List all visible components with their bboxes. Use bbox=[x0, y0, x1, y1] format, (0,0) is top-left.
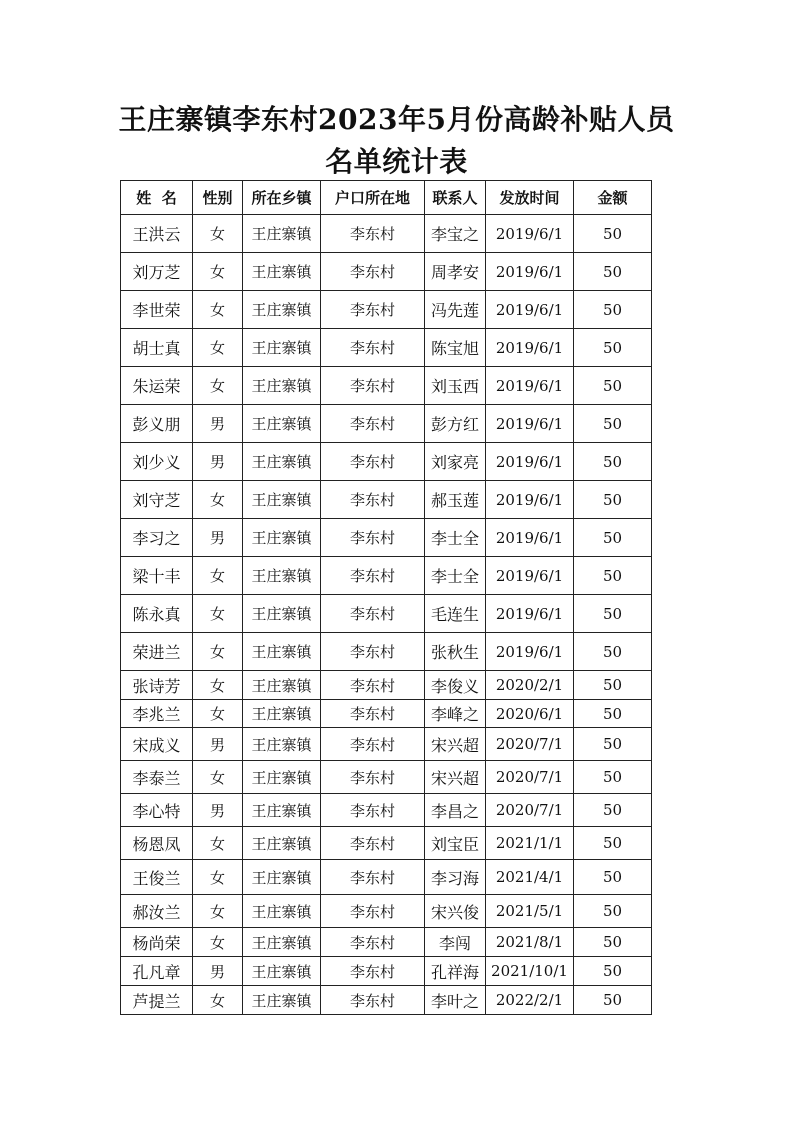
cell-gender: 女 bbox=[193, 827, 243, 860]
table-row bbox=[121, 481, 652, 519]
cell-contact: 周孝安 bbox=[425, 253, 486, 291]
cell-hukou: 李东村 bbox=[321, 827, 425, 860]
cell-hukou: 李东村 bbox=[321, 557, 425, 595]
cell-township: 王庄寨镇 bbox=[243, 405, 321, 443]
table-row bbox=[121, 957, 652, 986]
cell-gender: 女 bbox=[193, 928, 243, 957]
cell-gender: 女 bbox=[193, 633, 243, 671]
cell-amount: 50 bbox=[574, 443, 652, 481]
document-subtitle: 名单统计表 bbox=[325, 145, 468, 178]
header-hukou: 户口所在地 bbox=[321, 181, 425, 215]
table-row bbox=[121, 860, 652, 895]
cell-gender: 男 bbox=[193, 728, 243, 761]
cell-contact: 李昌之 bbox=[425, 794, 486, 827]
cell-hukou: 李东村 bbox=[321, 253, 425, 291]
cell-hukou: 李东村 bbox=[321, 957, 425, 986]
cell-date: 2019/6/1 bbox=[486, 253, 574, 291]
cell-contact: 宋兴超 bbox=[425, 761, 486, 794]
cell-gender: 女 bbox=[193, 986, 243, 1015]
cell-township: 王庄寨镇 bbox=[243, 671, 321, 700]
cell-date: 2019/6/1 bbox=[486, 291, 574, 329]
cell-date: 2020/2/1 bbox=[486, 671, 574, 700]
cell-hukou: 李东村 bbox=[321, 728, 425, 761]
table-row bbox=[121, 595, 652, 633]
cell-amount: 50 bbox=[574, 253, 652, 291]
cell-name: 彭义朋 bbox=[121, 405, 193, 443]
cell-gender: 女 bbox=[193, 761, 243, 794]
cell-contact: 刘宝臣 bbox=[425, 827, 486, 860]
cell-township: 王庄寨镇 bbox=[243, 728, 321, 761]
cell-gender: 女 bbox=[193, 481, 243, 519]
cell-township: 王庄寨镇 bbox=[243, 519, 321, 557]
table-row bbox=[121, 329, 652, 367]
header-contact: 联系人 bbox=[425, 181, 486, 215]
header-name: 姓 名 bbox=[121, 181, 193, 215]
cell-gender: 女 bbox=[193, 671, 243, 700]
table-row bbox=[121, 700, 652, 728]
cell-date: 2019/6/1 bbox=[486, 595, 574, 633]
table-row bbox=[121, 291, 652, 329]
cell-hukou: 李东村 bbox=[321, 329, 425, 367]
cell-hukou: 李东村 bbox=[321, 519, 425, 557]
table-row bbox=[121, 253, 652, 291]
cell-township: 王庄寨镇 bbox=[243, 557, 321, 595]
cell-township: 王庄寨镇 bbox=[243, 794, 321, 827]
cell-date: 2021/4/1 bbox=[486, 860, 574, 895]
cell-hukou: 李东村 bbox=[321, 291, 425, 329]
cell-hukou: 李东村 bbox=[321, 671, 425, 700]
cell-contact: 郝玉莲 bbox=[425, 481, 486, 519]
cell-township: 王庄寨镇 bbox=[243, 253, 321, 291]
cell-contact: 李宝之 bbox=[425, 215, 486, 253]
cell-hukou: 李东村 bbox=[321, 928, 425, 957]
cell-name: 刘守芝 bbox=[121, 481, 193, 519]
cell-name: 王俊兰 bbox=[121, 860, 193, 895]
cell-gender: 男 bbox=[193, 957, 243, 986]
cell-date: 2021/1/1 bbox=[486, 827, 574, 860]
table-row bbox=[121, 633, 652, 671]
cell-contact: 李叶之 bbox=[425, 986, 486, 1015]
cell-amount: 50 bbox=[574, 728, 652, 761]
cell-township: 王庄寨镇 bbox=[243, 367, 321, 405]
table-row bbox=[121, 761, 652, 794]
cell-date: 2021/10/1 bbox=[486, 957, 574, 986]
cell-hukou: 李东村 bbox=[321, 761, 425, 794]
cell-gender: 女 bbox=[193, 700, 243, 728]
cell-gender: 女 bbox=[193, 329, 243, 367]
cell-hukou: 李东村 bbox=[321, 700, 425, 728]
cell-contact: 李士全 bbox=[425, 557, 486, 595]
cell-amount: 50 bbox=[574, 928, 652, 957]
cell-contact: 宋兴超 bbox=[425, 728, 486, 761]
table-row bbox=[121, 367, 652, 405]
cell-date: 2019/6/1 bbox=[486, 405, 574, 443]
cell-date: 2020/6/1 bbox=[486, 700, 574, 728]
table-row bbox=[121, 671, 652, 700]
cell-township: 王庄寨镇 bbox=[243, 986, 321, 1015]
cell-name: 朱运荣 bbox=[121, 367, 193, 405]
cell-amount: 50 bbox=[574, 595, 652, 633]
cell-amount: 50 bbox=[574, 633, 652, 671]
table-row bbox=[121, 827, 652, 860]
table-row bbox=[121, 794, 652, 827]
cell-amount: 50 bbox=[574, 329, 652, 367]
table-row bbox=[121, 928, 652, 957]
cell-name: 李兆兰 bbox=[121, 700, 193, 728]
cell-amount: 50 bbox=[574, 671, 652, 700]
cell-township: 王庄寨镇 bbox=[243, 215, 321, 253]
cell-gender: 男 bbox=[193, 405, 243, 443]
cell-township: 王庄寨镇 bbox=[243, 827, 321, 860]
cell-gender: 女 bbox=[193, 215, 243, 253]
cell-name: 郝汝兰 bbox=[121, 895, 193, 928]
cell-contact: 毛连生 bbox=[425, 595, 486, 633]
cell-date: 2020/7/1 bbox=[486, 728, 574, 761]
cell-contact: 刘玉西 bbox=[425, 367, 486, 405]
cell-gender: 男 bbox=[193, 794, 243, 827]
cell-township: 王庄寨镇 bbox=[243, 860, 321, 895]
header-date: 发放时间 bbox=[486, 181, 574, 215]
cell-township: 王庄寨镇 bbox=[243, 895, 321, 928]
cell-contact: 陈宝旭 bbox=[425, 329, 486, 367]
cell-contact: 张秋生 bbox=[425, 633, 486, 671]
cell-name: 李心特 bbox=[121, 794, 193, 827]
cell-date: 2020/7/1 bbox=[486, 761, 574, 794]
cell-date: 2019/6/1 bbox=[486, 215, 574, 253]
cell-township: 王庄寨镇 bbox=[243, 633, 321, 671]
cell-amount: 50 bbox=[574, 827, 652, 860]
header-row bbox=[121, 181, 652, 215]
cell-date: 2019/6/1 bbox=[486, 481, 574, 519]
cell-amount: 50 bbox=[574, 367, 652, 405]
cell-name: 宋成义 bbox=[121, 728, 193, 761]
table-row bbox=[121, 405, 652, 443]
cell-hukou: 李东村 bbox=[321, 860, 425, 895]
cell-hukou: 李东村 bbox=[321, 215, 425, 253]
cell-name: 陈永真 bbox=[121, 595, 193, 633]
cell-contact: 宋兴俊 bbox=[425, 895, 486, 928]
cell-township: 王庄寨镇 bbox=[243, 329, 321, 367]
cell-hukou: 李东村 bbox=[321, 405, 425, 443]
cell-hukou: 李东村 bbox=[321, 986, 425, 1015]
cell-name: 李泰兰 bbox=[121, 761, 193, 794]
cell-date: 2019/6/1 bbox=[486, 367, 574, 405]
cell-gender: 女 bbox=[193, 367, 243, 405]
cell-name: 王洪云 bbox=[121, 215, 193, 253]
header-amount: 金额 bbox=[574, 181, 652, 215]
cell-township: 王庄寨镇 bbox=[243, 595, 321, 633]
cell-township: 王庄寨镇 bbox=[243, 957, 321, 986]
cell-gender: 男 bbox=[193, 443, 243, 481]
cell-township: 王庄寨镇 bbox=[243, 928, 321, 957]
table-row bbox=[121, 215, 652, 253]
cell-contact: 李俊义 bbox=[425, 671, 486, 700]
table-row bbox=[121, 728, 652, 761]
cell-amount: 50 bbox=[574, 481, 652, 519]
cell-date: 2021/8/1 bbox=[486, 928, 574, 957]
cell-hukou: 李东村 bbox=[321, 443, 425, 481]
cell-amount: 50 bbox=[574, 957, 652, 986]
cell-contact: 冯先莲 bbox=[425, 291, 486, 329]
cell-date: 2020/7/1 bbox=[486, 794, 574, 827]
cell-amount: 50 bbox=[574, 794, 652, 827]
cell-contact: 李士全 bbox=[425, 519, 486, 557]
cell-date: 2019/6/1 bbox=[486, 519, 574, 557]
cell-hukou: 李东村 bbox=[321, 633, 425, 671]
table-row bbox=[121, 895, 652, 928]
cell-name: 李世荣 bbox=[121, 291, 193, 329]
cell-hukou: 李东村 bbox=[321, 481, 425, 519]
subsidy-table bbox=[120, 180, 652, 1015]
table-row bbox=[121, 519, 652, 557]
cell-gender: 女 bbox=[193, 557, 243, 595]
cell-amount: 50 bbox=[574, 761, 652, 794]
cell-name: 芦提兰 bbox=[121, 986, 193, 1015]
cell-township: 王庄寨镇 bbox=[243, 443, 321, 481]
cell-township: 王庄寨镇 bbox=[243, 481, 321, 519]
cell-name: 孔凡章 bbox=[121, 957, 193, 986]
cell-contact: 孔祥海 bbox=[425, 957, 486, 986]
cell-hukou: 李东村 bbox=[321, 595, 425, 633]
cell-township: 王庄寨镇 bbox=[243, 700, 321, 728]
cell-amount: 50 bbox=[574, 986, 652, 1015]
cell-name: 杨恩凤 bbox=[121, 827, 193, 860]
cell-township: 王庄寨镇 bbox=[243, 761, 321, 794]
table-row bbox=[121, 557, 652, 595]
cell-amount: 50 bbox=[574, 215, 652, 253]
cell-amount: 50 bbox=[574, 557, 652, 595]
cell-name: 张诗芳 bbox=[121, 671, 193, 700]
cell-amount: 50 bbox=[574, 860, 652, 895]
cell-gender: 女 bbox=[193, 595, 243, 633]
cell-amount: 50 bbox=[574, 895, 652, 928]
cell-hukou: 李东村 bbox=[321, 794, 425, 827]
cell-gender: 女 bbox=[193, 895, 243, 928]
cell-gender: 女 bbox=[193, 253, 243, 291]
cell-date: 2019/6/1 bbox=[486, 443, 574, 481]
header-township: 所在乡镇 bbox=[243, 181, 321, 215]
cell-date: 2019/6/1 bbox=[486, 557, 574, 595]
cell-amount: 50 bbox=[574, 291, 652, 329]
cell-amount: 50 bbox=[574, 700, 652, 728]
cell-name: 胡士真 bbox=[121, 329, 193, 367]
header-gender: 性别 bbox=[193, 181, 243, 215]
cell-name: 荣进兰 bbox=[121, 633, 193, 671]
table-row bbox=[121, 986, 652, 1015]
cell-gender: 男 bbox=[193, 519, 243, 557]
table-row bbox=[121, 443, 652, 481]
cell-name: 刘少义 bbox=[121, 443, 193, 481]
cell-date: 2021/5/1 bbox=[486, 895, 574, 928]
cell-contact: 李习海 bbox=[425, 860, 486, 895]
cell-amount: 50 bbox=[574, 405, 652, 443]
cell-name: 李习之 bbox=[121, 519, 193, 557]
cell-gender: 女 bbox=[193, 860, 243, 895]
cell-date: 2019/6/1 bbox=[486, 633, 574, 671]
cell-township: 王庄寨镇 bbox=[243, 291, 321, 329]
cell-name: 梁十丰 bbox=[121, 557, 193, 595]
document-title: 王庄寨镇李东村2023年5月份高龄补贴人员 bbox=[118, 103, 675, 136]
cell-name: 杨尚荣 bbox=[121, 928, 193, 957]
cell-contact: 刘家亮 bbox=[425, 443, 486, 481]
cell-contact: 彭方红 bbox=[425, 405, 486, 443]
cell-date: 2019/6/1 bbox=[486, 329, 574, 367]
cell-name: 刘万芝 bbox=[121, 253, 193, 291]
cell-amount: 50 bbox=[574, 519, 652, 557]
cell-hukou: 李东村 bbox=[321, 895, 425, 928]
cell-contact: 李闯 bbox=[425, 928, 486, 957]
cell-date: 2022/2/1 bbox=[486, 986, 574, 1015]
cell-contact: 李峰之 bbox=[425, 700, 486, 728]
cell-hukou: 李东村 bbox=[321, 367, 425, 405]
cell-gender: 女 bbox=[193, 291, 243, 329]
